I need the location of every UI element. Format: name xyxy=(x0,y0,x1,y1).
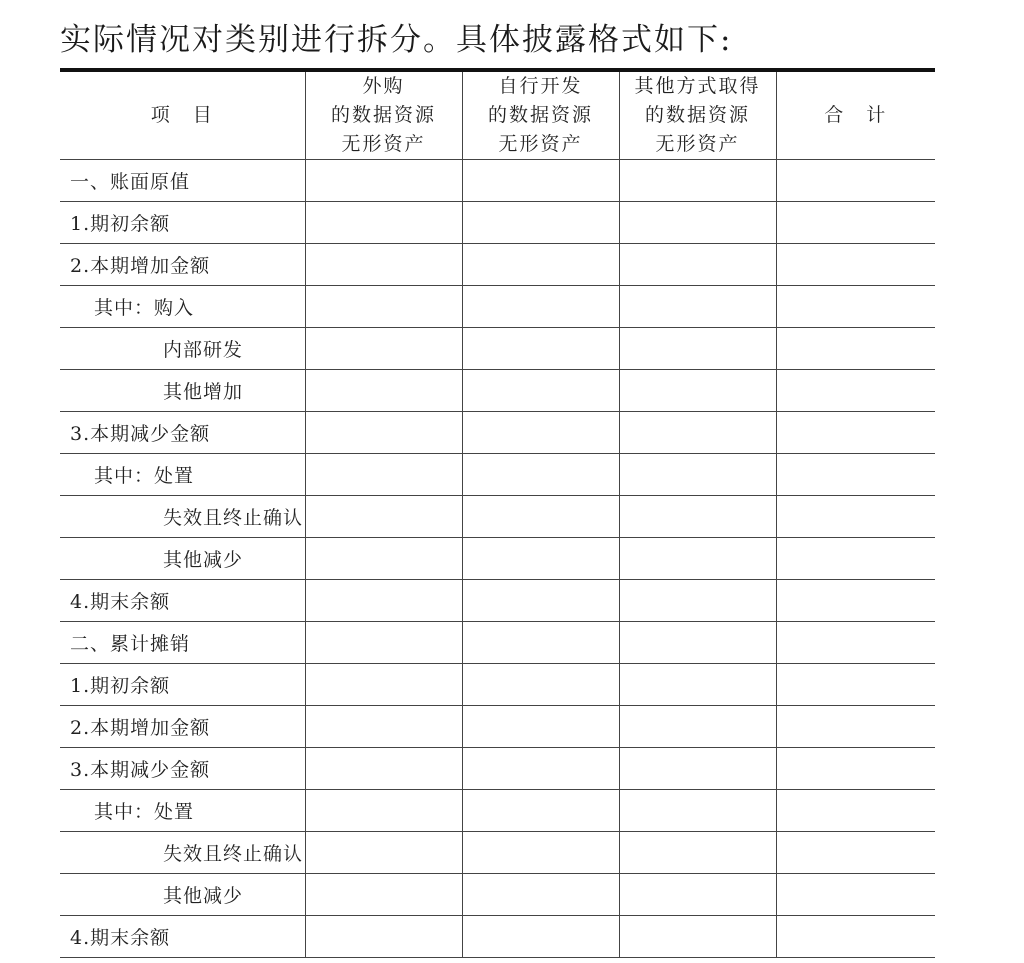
value-cell xyxy=(619,454,776,496)
value-cell xyxy=(776,160,935,202)
row-label: 一、账面原值 xyxy=(60,160,305,202)
value-cell xyxy=(776,748,935,790)
table-row xyxy=(60,496,935,538)
table-row xyxy=(60,370,935,412)
value-cell xyxy=(619,664,776,706)
value-cell xyxy=(305,160,462,202)
header-self-developed-data-assets xyxy=(462,72,619,160)
value-cell xyxy=(776,538,935,580)
table-body xyxy=(60,160,935,958)
value-cell xyxy=(305,370,462,412)
row-label: 其中：处置 xyxy=(60,454,305,496)
table-row xyxy=(60,160,935,202)
value-cell xyxy=(305,916,462,958)
row-label: 3.本期减少金额 xyxy=(60,748,305,790)
row-label: 1.期初余额 xyxy=(60,202,305,244)
table-row xyxy=(60,328,935,370)
value-cell xyxy=(305,790,462,832)
intro-text: 实际情况对类别进行拆分。具体披露格式如下: xyxy=(60,22,733,58)
value-cell xyxy=(462,916,619,958)
value-cell xyxy=(305,664,462,706)
row-label: 其中：处置 xyxy=(60,790,305,832)
table-row xyxy=(60,790,935,832)
table-row xyxy=(60,622,935,664)
value-cell xyxy=(619,580,776,622)
value-cell xyxy=(776,706,935,748)
value-cell xyxy=(305,244,462,286)
row-label: 3.本期减少金额 xyxy=(60,412,305,454)
value-cell xyxy=(462,874,619,916)
table-row xyxy=(60,412,935,454)
value-cell xyxy=(776,496,935,538)
value-cell xyxy=(619,874,776,916)
value-cell xyxy=(462,202,619,244)
value-cell xyxy=(776,412,935,454)
header-other-acquired-data-assets xyxy=(619,72,776,160)
value-cell xyxy=(305,496,462,538)
value-cell xyxy=(462,370,619,412)
value-cell xyxy=(462,244,619,286)
header-line: 的数据资源 xyxy=(644,104,750,126)
value-cell xyxy=(776,664,935,706)
header-row xyxy=(60,72,935,160)
table-row xyxy=(60,202,935,244)
row-label: 失效且终止确认 xyxy=(60,496,305,538)
table-row xyxy=(60,748,935,790)
row-label: 2.本期增加金额 xyxy=(60,244,305,286)
value-cell xyxy=(462,622,619,664)
header-item: 项 目 xyxy=(60,72,305,160)
disclosure-table xyxy=(60,72,935,958)
value-cell xyxy=(462,664,619,706)
table-row xyxy=(60,832,935,874)
value-cell xyxy=(619,370,776,412)
header-line: 的数据资源 xyxy=(330,104,436,126)
value-cell xyxy=(462,454,619,496)
value-cell xyxy=(462,706,619,748)
row-label: 内部研发 xyxy=(60,328,305,370)
table-row xyxy=(60,916,935,958)
header-purchased-data-assets xyxy=(305,72,462,160)
value-cell xyxy=(776,244,935,286)
value-cell xyxy=(462,538,619,580)
value-cell xyxy=(305,706,462,748)
row-label: 1.期初余额 xyxy=(60,664,305,706)
value-cell xyxy=(776,328,935,370)
value-cell xyxy=(462,832,619,874)
value-cell xyxy=(776,370,935,412)
value-cell xyxy=(776,454,935,496)
value-cell xyxy=(305,832,462,874)
row-label: 其他减少 xyxy=(60,538,305,580)
disclosure-table-container xyxy=(60,68,935,958)
value-cell xyxy=(462,496,619,538)
table-row xyxy=(60,706,935,748)
value-cell xyxy=(305,874,462,916)
value-cell xyxy=(462,160,619,202)
value-cell xyxy=(776,286,935,328)
value-cell xyxy=(619,916,776,958)
header-line: 的数据资源 xyxy=(487,104,593,126)
header-line: 其他方式取得 xyxy=(634,75,761,97)
value-cell xyxy=(462,748,619,790)
table-row xyxy=(60,580,935,622)
value-cell xyxy=(619,706,776,748)
value-cell xyxy=(619,202,776,244)
value-cell xyxy=(619,160,776,202)
value-cell xyxy=(776,832,935,874)
value-cell xyxy=(462,328,619,370)
value-cell xyxy=(305,538,462,580)
value-cell xyxy=(776,580,935,622)
value-cell xyxy=(305,286,462,328)
value-cell xyxy=(305,328,462,370)
value-cell xyxy=(619,328,776,370)
row-label: 失效且终止确认 xyxy=(60,832,305,874)
value-cell xyxy=(619,790,776,832)
row-label: 二、累计摊销 xyxy=(60,622,305,664)
value-cell xyxy=(462,580,619,622)
table-row xyxy=(60,664,935,706)
value-cell xyxy=(619,286,776,328)
value-cell xyxy=(305,580,462,622)
value-cell xyxy=(305,748,462,790)
row-label: 4.期末余额 xyxy=(60,916,305,958)
value-cell xyxy=(619,832,776,874)
row-label: 其中：购入 xyxy=(60,286,305,328)
value-cell xyxy=(619,622,776,664)
value-cell xyxy=(776,916,935,958)
table-row xyxy=(60,454,935,496)
value-cell xyxy=(305,412,462,454)
value-cell xyxy=(619,748,776,790)
header-line: 外购 xyxy=(362,75,405,97)
value-cell xyxy=(305,622,462,664)
value-cell xyxy=(619,412,776,454)
value-cell xyxy=(619,538,776,580)
value-cell xyxy=(305,202,462,244)
header-line: 无形资产 xyxy=(341,133,426,155)
row-label: 其他减少 xyxy=(60,874,305,916)
value-cell xyxy=(462,790,619,832)
value-cell xyxy=(462,286,619,328)
value-cell xyxy=(776,202,935,244)
value-cell xyxy=(776,874,935,916)
row-label: 4.期末余额 xyxy=(60,580,305,622)
value-cell xyxy=(305,454,462,496)
row-label: 其他增加 xyxy=(60,370,305,412)
table-row xyxy=(60,286,935,328)
value-cell xyxy=(776,790,935,832)
value-cell xyxy=(619,244,776,286)
header-line: 无形资产 xyxy=(498,133,583,155)
table-row xyxy=(60,874,935,916)
table-row xyxy=(60,538,935,580)
header-total: 合 计 xyxy=(776,72,935,160)
header-line: 无形资产 xyxy=(655,133,740,155)
header-line: 自行开发 xyxy=(498,75,583,97)
value-cell xyxy=(776,622,935,664)
table-row xyxy=(60,244,935,286)
value-cell xyxy=(619,496,776,538)
row-label: 2.本期增加金额 xyxy=(60,706,305,748)
value-cell xyxy=(462,412,619,454)
